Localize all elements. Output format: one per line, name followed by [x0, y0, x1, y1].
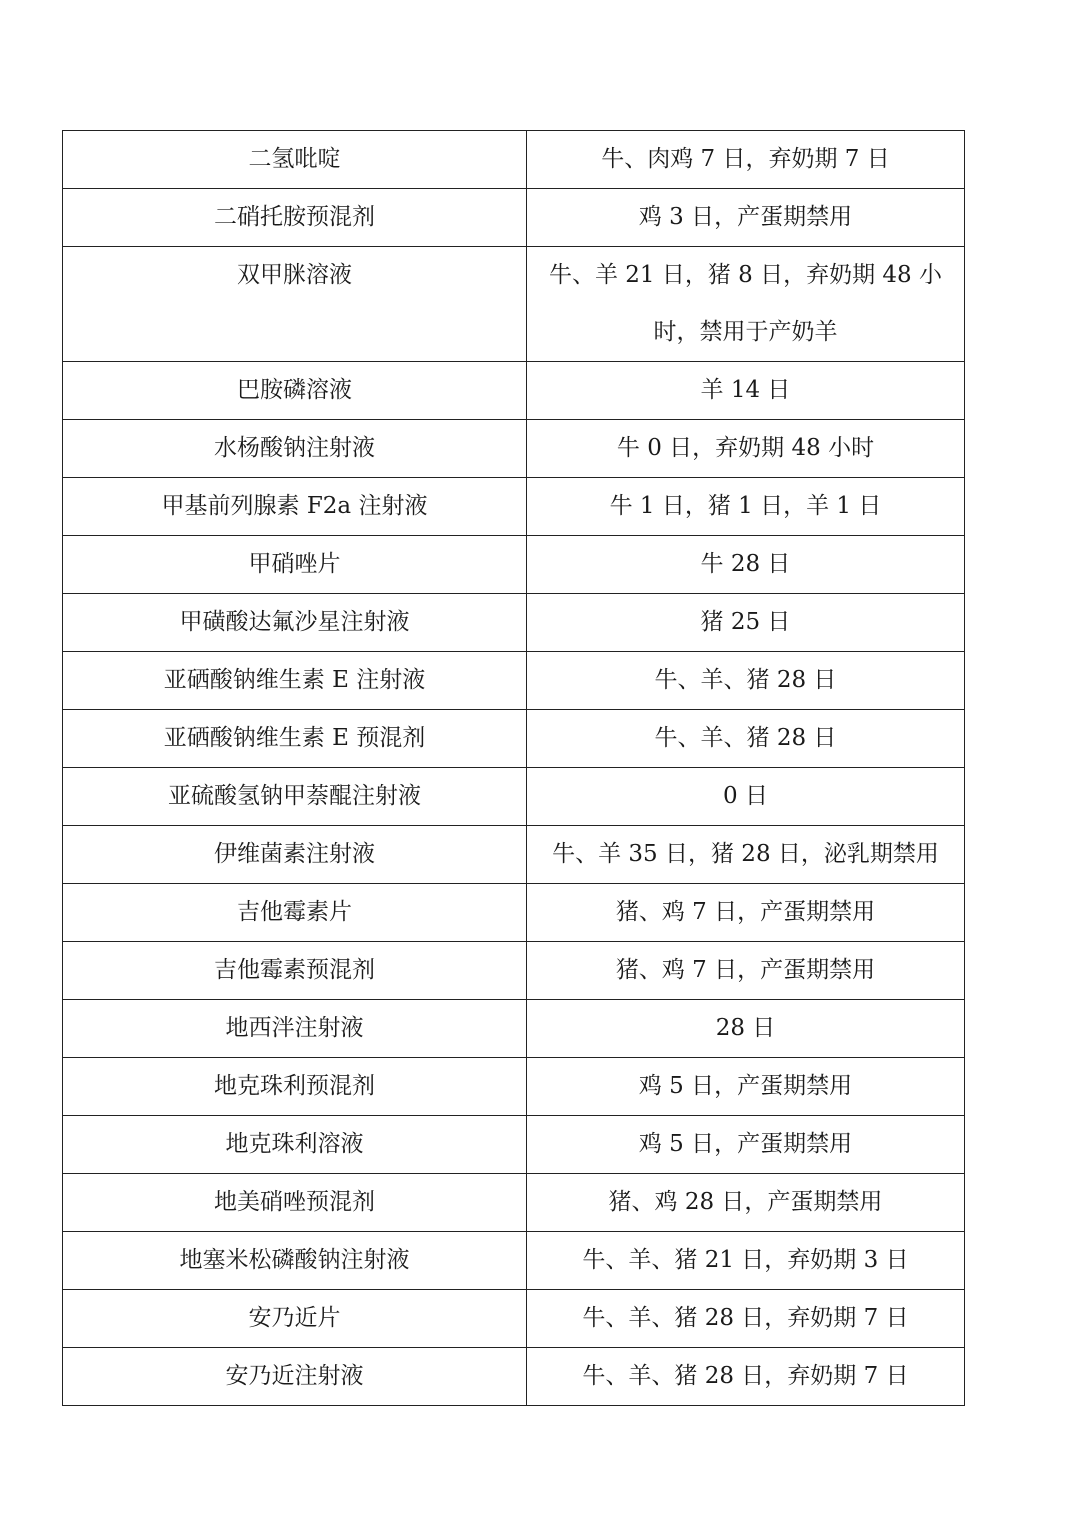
- drug-name-cell: 二氢吡啶: [63, 131, 527, 189]
- table-row: [63, 942, 965, 1000]
- withdrawal-period-cell: 猪、鸡 28 日，产蛋期禁用: [527, 1174, 965, 1232]
- drug-name-cell: 安乃近片: [63, 1290, 527, 1348]
- withdrawal-period-cell: 鸡 5 日，产蛋期禁用: [527, 1116, 965, 1174]
- withdrawal-period-cell: 鸡 3 日，产蛋期禁用: [527, 189, 965, 247]
- drug-name-cell: 地美硝唑预混剂: [63, 1174, 527, 1232]
- table-row: [63, 189, 965, 247]
- drug-name-cell: 安乃近注射液: [63, 1348, 527, 1406]
- drug-name-cell: 二硝托胺预混剂: [63, 189, 527, 247]
- table-row: [63, 884, 965, 942]
- table-row: [63, 1290, 965, 1348]
- table-row: [63, 247, 965, 362]
- withdrawal-period-cell: 猪 25 日: [527, 594, 965, 652]
- withdrawal-period-cell: 牛 0 日，弃奶期 48 小时: [527, 420, 965, 478]
- drug-name-cell: 甲磺酸达氟沙星注射液: [63, 594, 527, 652]
- withdrawal-period-cell: 猪、鸡 7 日，产蛋期禁用: [527, 884, 965, 942]
- table-row: [63, 536, 965, 594]
- drug-name-cell: 亚硒酸钠维生素 E 预混剂: [63, 710, 527, 768]
- table-row: [63, 826, 965, 884]
- table-row: [63, 1000, 965, 1058]
- withdrawal-period-cell: 牛、羊、猪 28 日: [527, 652, 965, 710]
- drug-name-cell: 吉他霉素预混剂: [63, 942, 527, 1000]
- drug-name-cell: 伊维菌素注射液: [63, 826, 527, 884]
- withdrawal-period-cell: 牛、羊 35 日，猪 28 日，泌乳期禁用: [527, 826, 965, 884]
- drug-name-cell: 巴胺磷溶液: [63, 362, 527, 420]
- withdrawal-period-cell: 牛、肉鸡 7 日，弃奶期 7 日: [527, 131, 965, 189]
- drug-name-cell: 地克珠利溶液: [63, 1116, 527, 1174]
- drug-name-cell: 甲基前列腺素 F2a 注射液: [63, 478, 527, 536]
- drug-name-cell: 甲硝唑片: [63, 536, 527, 594]
- table-row: [63, 1174, 965, 1232]
- drug-name-cell: 吉他霉素片: [63, 884, 527, 942]
- drug-name-cell: 亚硫酸氢钠甲萘醌注射液: [63, 768, 527, 826]
- withdrawal-period-cell: 0 日: [527, 768, 965, 826]
- table-row: [63, 710, 965, 768]
- table-row: [63, 420, 965, 478]
- table-row: [63, 1058, 965, 1116]
- withdrawal-period-cell: 牛 1 日，猪 1 日，羊 1 日: [527, 478, 965, 536]
- table-row: [63, 1116, 965, 1174]
- withdrawal-period-cell: 牛、羊、猪 28 日，弃奶期 7 日: [527, 1348, 965, 1406]
- table-row: [63, 594, 965, 652]
- drug-name-cell: 亚硒酸钠维生素 E 注射液: [63, 652, 527, 710]
- table-row: [63, 1348, 965, 1406]
- table-row: [63, 131, 965, 189]
- withdrawal-period-cell: 牛、羊 21 日，猪 8 日，弃奶期 48 小时，禁用于产奶羊: [527, 247, 965, 362]
- table-body: [63, 131, 965, 1406]
- withdrawal-period-cell: 牛、羊、猪 28 日: [527, 710, 965, 768]
- withdrawal-period-table: [62, 130, 965, 1406]
- withdrawal-period-cell: 28 日: [527, 1000, 965, 1058]
- withdrawal-period-cell: 牛、羊、猪 28 日，弃奶期 7 日: [527, 1290, 965, 1348]
- table-row: [63, 768, 965, 826]
- drug-name-cell: 地西泮注射液: [63, 1000, 527, 1058]
- withdrawal-period-cell: 羊 14 日: [527, 362, 965, 420]
- table-row: [63, 478, 965, 536]
- drug-name-cell: 地克珠利预混剂: [63, 1058, 527, 1116]
- table-row: [63, 652, 965, 710]
- table-row: [63, 1232, 965, 1290]
- drug-name-cell: 地塞米松磷酸钠注射液: [63, 1232, 527, 1290]
- drug-name-cell: 双甲脒溶液: [63, 247, 527, 362]
- withdrawal-period-cell: 牛、羊、猪 21 日，弃奶期 3 日: [527, 1232, 965, 1290]
- withdrawal-period-cell: 猪、鸡 7 日，产蛋期禁用: [527, 942, 965, 1000]
- withdrawal-period-cell: 牛 28 日: [527, 536, 965, 594]
- withdrawal-period-cell: 鸡 5 日，产蛋期禁用: [527, 1058, 965, 1116]
- table-row: [63, 362, 965, 420]
- drug-name-cell: 水杨酸钠注射液: [63, 420, 527, 478]
